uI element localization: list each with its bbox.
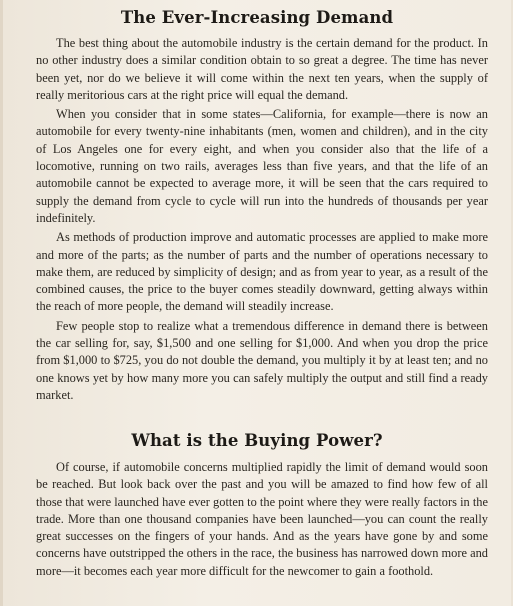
section-body-ever-increasing-demand [36,35,488,406]
paragraph: Few people stop to realize what a tremendous difference in demand there is between the car selling for, say, $1,500 and one selling for $1,000. And when you drop the price from $1,000 to $725, you do not double the demand, you multiply it by at least ten; and no one knows yet by how many more you can safely multiply the output and still find a ready market. [36,318,488,402]
paragraph: The best thing about the automobile industry is the certain demand for the product. In no other industry does a similar condition obtain to so great a degree. The time has never been yet, nor do we believe it will come within the next ten years, when the supply of really meritorious cars at the right price will equal the demand. [36,36,488,102]
paragraph: Of course, if automobile concerns multiplied rapidly the limit of demand would soon be reached. But look back over the past and you will be amazed to find how few of all those that were launched have ever gotten to the point where they were really factors in the trade. More than one thousand companies have been launched—you can count the really great successes on the fingers of your hands. And as the years have gone by and some concerns have outstripped the others in the race, the business has narrowed down more and more—it becomes each year more difficult for the newcomer to gain a foothold. [36,460,488,578]
section-body-buying-power [36,459,488,582]
section-heading-ever-increasing-demand: The Ever-Increasing Demand [120,8,394,27]
section-heading-buying-power: What is the Buying Power? [131,431,383,450]
paragraph: As methods of production improve and automatic processes are applied to make more and more of the parts; as the number of parts and the number of operations necessary to make them, are reduced by simplicity of design; and as from year to year, as a result of the combined causes, the price to the buyer comes steadily downward, getting always within the reach of more people, the demand will steadily increase. [36,230,488,314]
paragraph: When you consider that in some states—California, for example—there is now an automobile for every twenty-nine inhabitants (men, women and children), and in the city of Los Angeles one for every eight, and when you consider also that the life of a locomotive, running on two rails, averages less than five years, and that the life of an automobile cannot be expected to average more, it will be seen that the cars required to supply the demand from cycle to cycle will run into the hundreds of thousands per year indefinitely. [36,107,488,225]
